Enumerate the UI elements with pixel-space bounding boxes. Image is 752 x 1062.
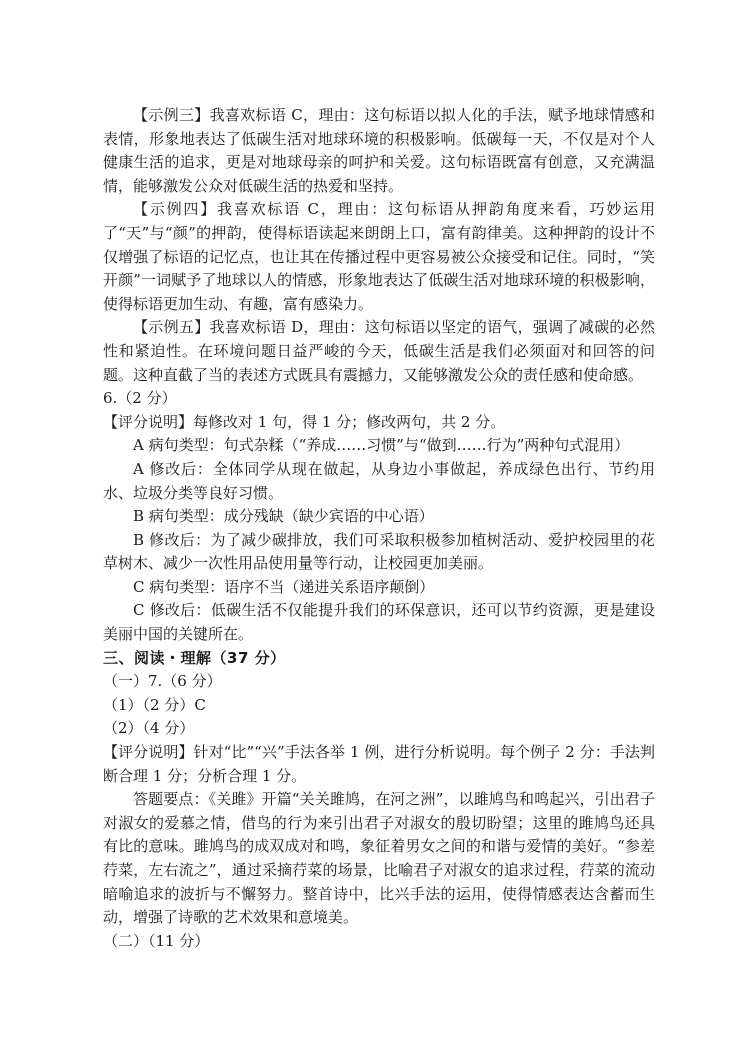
sentence-b-error-type: B 病句类型：成分残缺（缺少宾语的中心语） [133, 507, 434, 526]
part-2-title: （二）（11 分） [103, 931, 210, 950]
question-7-1-answer: （1）（2 分）C [103, 695, 206, 714]
question-6-title: 6.（2 分） [103, 389, 177, 408]
sentence-b-correction: B 修改后：为了减少碳排放，我们可采取积极参加植树活动、爱护校园里的花草树木、减少一次性用品使用量等行动，让校园更加美丽。 [103, 530, 655, 573]
part-1-question-7-title: （一）7.（6 分） [103, 672, 222, 691]
question-7-answer-points: 答题要点：《关雎》开篇“关关雎鸠，在河之洲”，以雎鸠鸟和鸣起兴，引出君子对淑女的爱慕之情，借鸟的行为来引出君子对淑女的殷切盼望；这里的雎鸠鸟还具有比的意味。雎鸠鸟的成双成对和鸣，象征着男女之间的和谐与爱情的美好。“参差荇菜，左右流之”，通过采摘荇菜的场景，比喻君子对淑女的追求过程，荇菜的流动暗喻追求的波折与不懈努力。整首诗中，比兴手法的运用，使得情感表达含蓄而生动，增强了诗歌的艺术效果和意境美。 [103, 790, 655, 927]
example-3-paragraph: 【示例三】我喜欢标语 C，理由：这句标语以拟人化的手法，赋予地球情感和表情，形象地表达了低碳生活对地球环境的积极影响。低碳每一天，不仅是对个人健康生活的追求，更是对地球母亲的呵护和关爱。这句标语既富有创意，又充满温情，能够激发公众对低碳生活的热爱和坚持。 [103, 106, 655, 195]
section-3-heading: 三、阅读・理解（37 分） [103, 648, 286, 667]
sentence-a-error-type: A 病句类型：句式杂糅（“养成……习惯”与“做到……行为”两种句式混用） [133, 436, 630, 455]
sentence-c-correction: C 修改后：低碳生活不仅能提升我们的环保意识，还可以节约资源，更是建设美丽中国的关键所在。 [103, 601, 655, 644]
page-body [103, 104, 655, 953]
sentence-c-error-type: C 病句类型：语序不当（递进关系语序颠倒） [133, 577, 435, 596]
question-7-2-title: （2）（4 分） [103, 719, 195, 738]
example-4-paragraph: 【示例四】我喜欢标语 C，理由：这句标语从押韵角度来看，巧妙运用了“天”与“颜”的押韵，使得标语读起来朗朗上口，富有韵律美。这种押韵的设计不仅增强了标语的记忆点，也让其在传播过程中更容易被公众接受和记住。同时，“笑开颜”一词赋予了地球以人的情感，形象地表达了低碳生活对地球环境的积极影响，使得标语更加生动、有趣，富有感染力。 [103, 200, 655, 313]
sentence-a-correction: A 修改后：全体同学从现在做起，从身边小事做起，养成绿色出行、节约用水、垃圾分类等良好习惯。 [103, 459, 655, 502]
question-7-scoring-note: 【评分说明】针对“比”“兴”手法各举 1 例，进行分析说明。每个例子 2 分：手法判断合理 1 分；分析合理 1 分。 [103, 743, 655, 785]
question-6-scoring-note: 【评分说明】每修改对 1 句，得 1 分；修改两句，共 2 分。 [103, 412, 506, 431]
example-5-paragraph: 【示例五】我喜欢标语 D，理由：这句标语以坚定的语气，强调了减碳的必然性和紧迫性。在环境问题日益严峻的今天，低碳生活是我们必须面对和回答的问题。这种直截了当的表述方式既具有震撼力，又能够激发公众的责任感和使命感。 [103, 318, 655, 384]
